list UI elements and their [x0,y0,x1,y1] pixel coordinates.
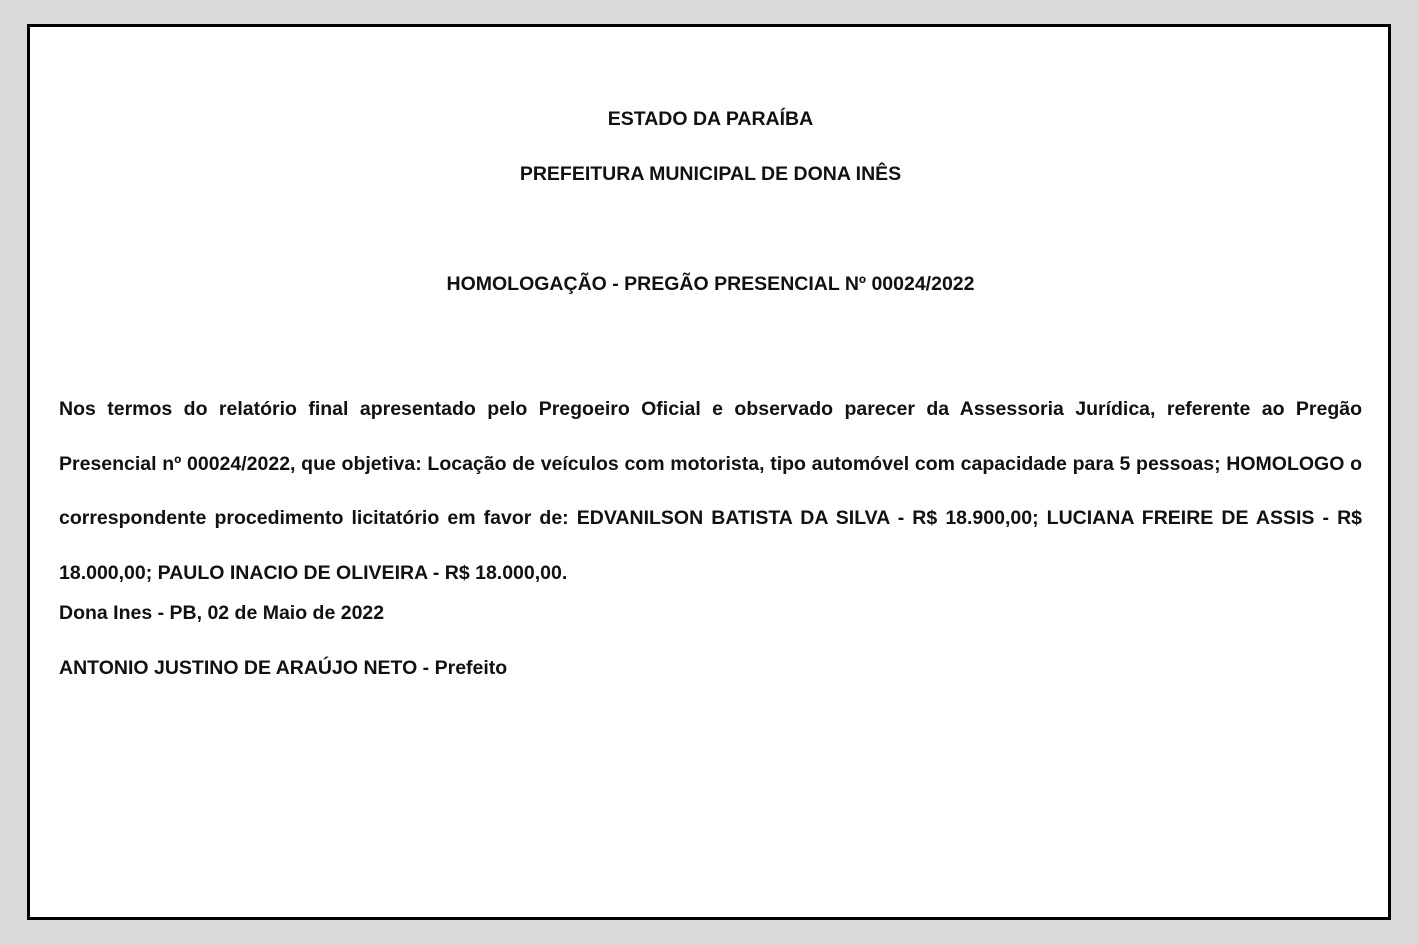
prefeitura-heading: PREFEITURA MUNICIPAL DE DONA INÊS [519,163,902,185]
signature-line: ANTONIO JUSTINO DE ARAÚJO NETO - Prefeito [59,657,508,679]
date-line: Dona Ines - PB, 02 de Maio de 2022 [59,602,385,624]
document-body: Nos termos do relatório final apresentado pelo Pregoeiro Oficial e observado parecer da Assessoria Jurídica, referente ao Pregão Presencial nº 00024/2022, que objetiva: Locação de veículos com motorista, tipo automóvel com capacidade para 5 pessoas; HOMOLOGO o correspondente procedimento licitatório em favor de: EDVANILSON BATISTA DA SILVA - R$ 18.900,00; LUCIANA FREIRE DE ASSIS - R$ 18.000,00; PAULO INACIO DE OLIVEIRA - R$ 18.000,00. [59,398,1362,585]
document-page [27,24,1391,920]
state-heading: ESTADO DA PARAÍBA [607,108,814,130]
document-content [59,27,1362,917]
document-title: HOMOLOGAÇÃO - PREGÃO PRESENCIAL Nº 00024/2022 [446,273,975,295]
